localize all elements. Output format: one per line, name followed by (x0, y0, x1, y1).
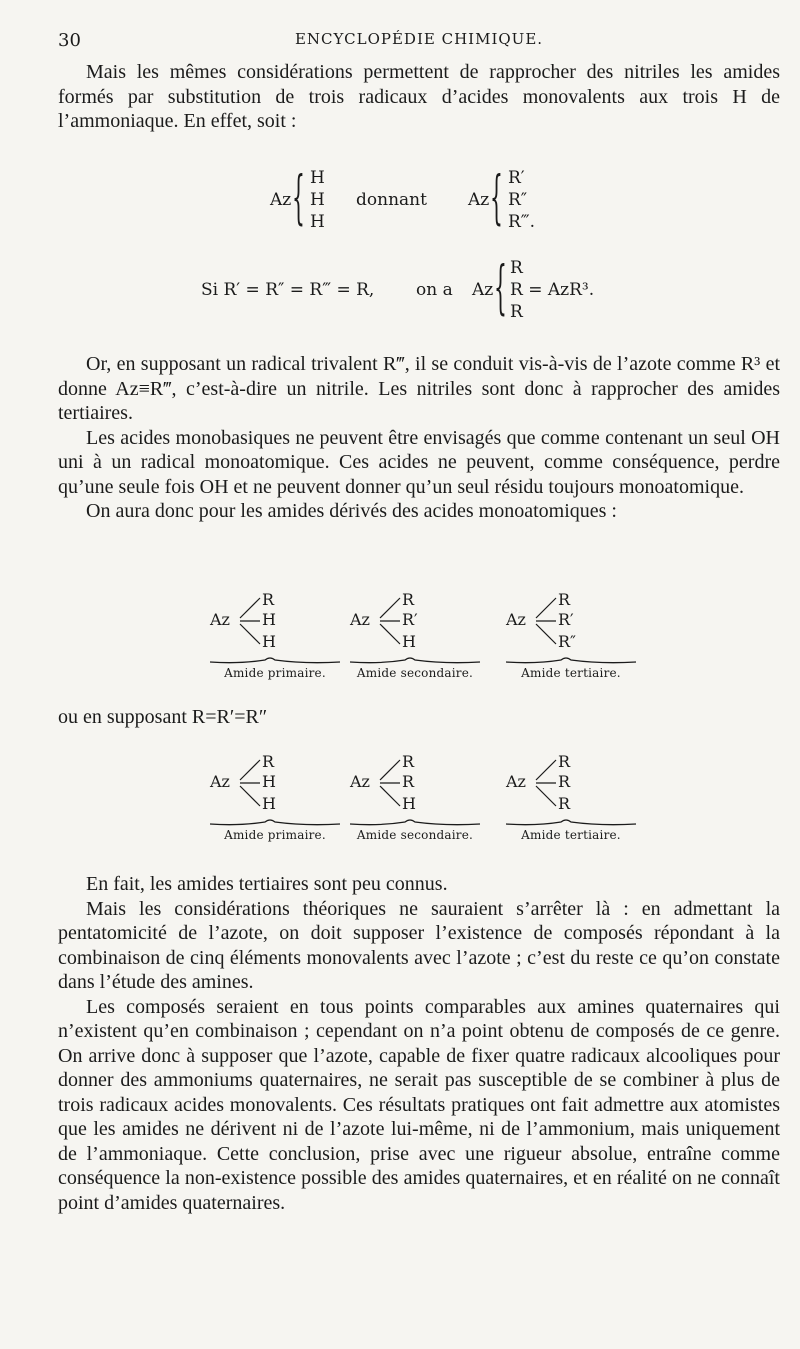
brace-left: { (292, 163, 305, 231)
body-text-middle (58, 352, 780, 524)
formula-1-left-sub-1: H (310, 168, 325, 188)
sub-top: R (558, 590, 571, 609)
sub-mid: R′ (558, 610, 574, 629)
sub-top: R (558, 752, 571, 771)
caption: Amide secondaire. (356, 666, 474, 680)
formula-1-right-sub-3: R‴. (508, 212, 536, 232)
structure-amide-secondaire (350, 590, 500, 680)
atom-az: Az (210, 610, 230, 629)
sub-mid: H (262, 772, 276, 791)
sub-bot: H (262, 632, 276, 651)
body-text-bottom (58, 872, 780, 1215)
caption: Amide primaire. (224, 666, 326, 680)
atom-az: Az (350, 772, 370, 791)
paragraph-6: En fait, les amides tertiaires sont peu connus. (86, 873, 448, 895)
paragraph-4: On aura donc pour les amides dérivés des acides monoatomiques : (86, 500, 617, 522)
formula-1-left-sub-2: H (310, 190, 325, 210)
sub-mid: R (402, 772, 415, 791)
paragraph-5: ou en supposant R=R′=R″ (58, 706, 268, 728)
structure-amide-tertiaire-b (506, 752, 656, 842)
paragraph-2: Or, en supposant un radical trivalent R‴, il se conduit vis-à-vis de l’azote comme R³ et donne Az≡R‴, c’est-à-dire un nitrile. Les nitriles sont donc à rapprocher des amides tertiaires. (58, 353, 780, 424)
formula-equal-radicals (58, 253, 780, 322)
formula-2-condition: Si R′ = R″ = R‴ = R, (201, 280, 375, 300)
formula-2-atom: Az (472, 280, 494, 300)
structure-amide-secondaire-b (350, 752, 500, 842)
page-header (58, 30, 780, 54)
formula-2-sub-3: R (510, 302, 523, 322)
sub-mid: H (262, 610, 276, 629)
paragraph-1-block (58, 60, 780, 134)
running-title: ENCYCLOPÉDIE CHIMIQUE. (294, 30, 544, 48)
sub-mid: R′ (402, 610, 418, 629)
formula-2-sub-1: R (510, 258, 523, 278)
formula-1-right-sub-1: R′ (508, 168, 525, 188)
sub-bot: R″ (558, 632, 577, 651)
paragraph-5-block (58, 705, 780, 730)
sub-bot: H (262, 794, 276, 813)
structure-amide-primaire-b (210, 752, 360, 842)
sub-top: R (402, 752, 415, 771)
brace-right: { (490, 163, 503, 231)
caption: Amide tertiaire. (521, 828, 621, 842)
structures-row-b (58, 752, 780, 852)
page-number: 30 (58, 30, 81, 51)
structure-amide-primaire (210, 590, 360, 680)
caption: Amide tertiaire. (521, 666, 621, 680)
paragraph-1: Mais les mêmes considérations permettent de rapprocher des nitriles les amides formés par substitution de trois radicaux d’acides monovalents aux trois H de l’ammoniaque. En effet, soit : (58, 61, 780, 132)
caption: Amide secondaire. (356, 828, 474, 842)
sub-bot: R (558, 794, 571, 813)
formula-1-word: donnant (356, 190, 427, 210)
paragraph-3: Les acides monobasiques ne peuvent être envisagés que comme contenant un seul OH uni à un radical monoatomique. Ces acides ne peuvent, comme conséquence, perdre qu’une seule fois OH et ne peuvent donner qu’un seul résidu toujours monoatomique. (58, 426, 780, 498)
sub-bot: H (402, 794, 416, 813)
formula-1-left-atom: Az (270, 190, 292, 210)
formula-ammoniaque-substitution (58, 163, 780, 232)
formula-1-right-sub-2: R″ (508, 190, 528, 210)
paragraph-8: Les composés seraient en tous points comparables aux amines quaternaires qui n’existent qu’en combinaison ; cependant on n’a point obtenu de composés de ce genre. On arrive donc à supposer que l’azote, capable de fixer quatre radicaux alcooliques pour donner des ammoniums quaternaires, ne serait pas susceptible de se combiner à plus de trois radicaux acides monovalents. Ces résultats pratiques ont fait admettre aux atomistes que les amides ne dérivent ni de l’azote lui-même, ni de l’ammonium, mais uniquement de l’ammoniaque. Cette conclusion, prise avec une rigueur absolue, entraîne comme conséquence la non-existence possible des amides quaternaires, et en réalité on ne connaît point d’amides quaternaires. (58, 995, 780, 1214)
sub-top: R (262, 590, 275, 609)
sub-bot: H (402, 632, 416, 651)
atom-az: Az (210, 772, 230, 791)
atom-az: Az (350, 610, 370, 629)
structure-amide-tertiaire (506, 590, 656, 680)
atom-az: Az (506, 772, 526, 791)
caption: Amide primaire. (224, 828, 326, 842)
brace-formula-2: { (494, 253, 507, 321)
formula-1-right-atom: Az (468, 190, 490, 210)
formula-1-left-sub-3: H (310, 212, 325, 232)
formula-2-sub-2: R = AzR³. (510, 280, 595, 300)
atom-az: Az (506, 610, 526, 629)
structures-row-a (58, 590, 780, 690)
sub-top: R (262, 752, 275, 771)
paragraph-7: Mais les considérations théoriques ne sauraient s’arrêter là : en admettant la pentatomicité de l’azote, on doit supposer l’existence de composés répondant à la combinaison de cinq éléments monovalents avec l’azote ; c’est du reste ce qu’on constate dans l’étude des amines. (58, 897, 780, 993)
sub-mid: R (558, 772, 571, 791)
formula-2-word: on a (416, 280, 453, 300)
sub-top: R (402, 590, 415, 609)
